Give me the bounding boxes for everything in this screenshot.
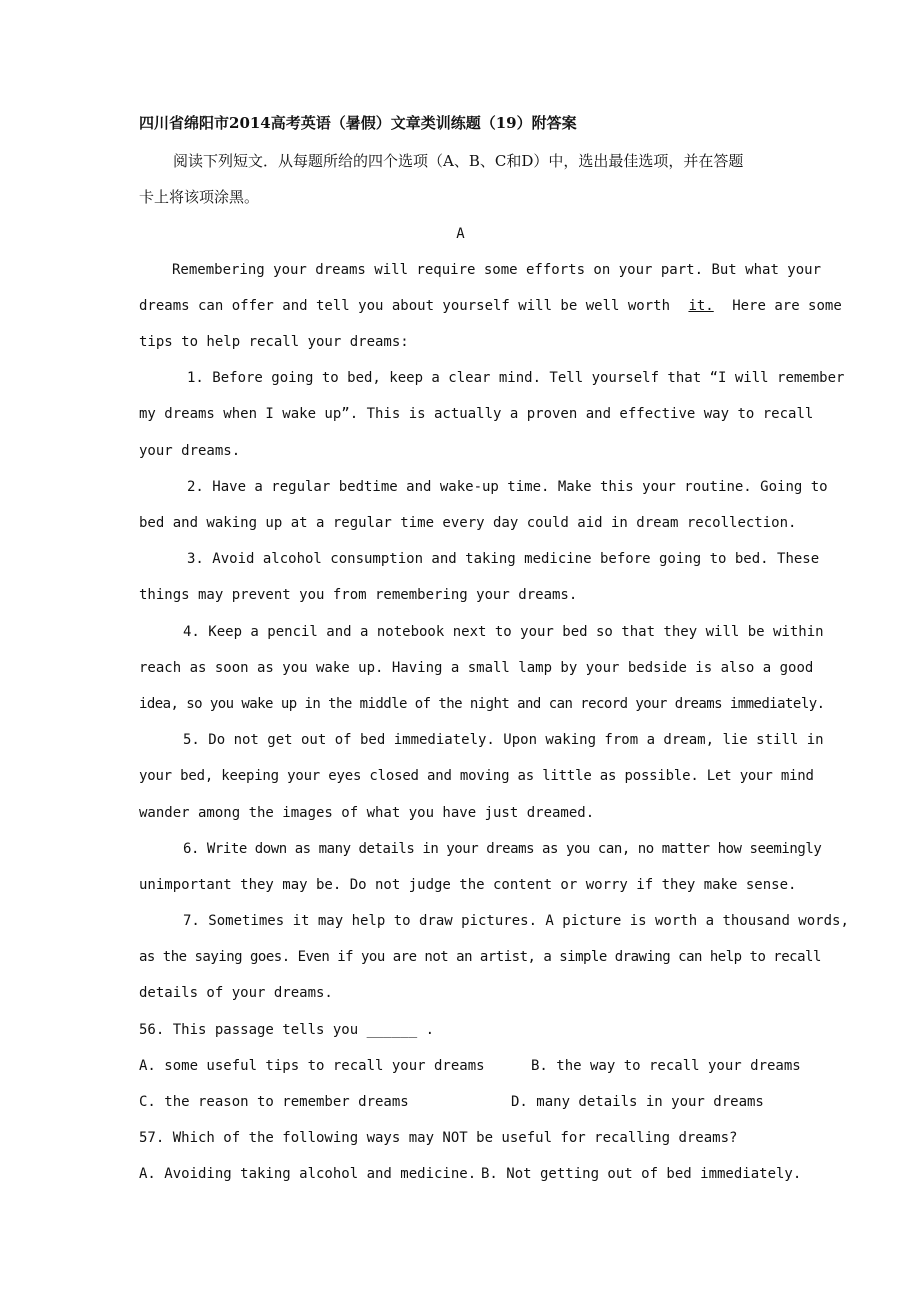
tip-4-line-1: 4. Keep a pencil and a notebook next to your bed so that they will be within [183, 624, 824, 640]
question-57-option-a: A. Avoiding taking alcohol and medicine. [139, 1166, 477, 1182]
document-title: 四川省绵阳市2014高考英语（暑假）文章类训练题（19）附答案 [139, 114, 577, 132]
intro-line-1: Remembering your dreams will require some efforts on your part. But what your [172, 262, 822, 278]
tip-5-line-1: 5. Do not get out of bed immediately. Upon waking from a dream, lie still in [183, 732, 824, 748]
question-56-options-row-1 [139, 1056, 801, 1076]
tip-7-line-1: 7. Sometimes it may help to draw pictures. A picture is worth a thousand words, [183, 913, 849, 929]
question-56-option-c: C. the reason to remember dreams [139, 1094, 409, 1110]
question-56-option-b: B. the way to recall your dreams [531, 1058, 801, 1074]
tip-1-line-2: my dreams when I wake up”. This is actually a proven and effective way to recall [139, 406, 814, 422]
instruction-line-1: 阅读下列短文．从每题所给的四个选项（A、B、C和D）中，选出最佳选项，并在答题 [173, 152, 744, 170]
tip-1-line-1: 1. Before going to bed, keep a clear mind. Tell yourself that “I will remember [187, 370, 845, 386]
tip-2-line-1: 2. Have a regular bedtime and wake-up time. Make this your routine. Going to [187, 479, 828, 495]
question-56-stem: 56. This passage tells you ______ . [139, 1022, 435, 1038]
tip-5-line-2: your bed, keeping your eyes closed and moving as little as possible. Let your mind [139, 768, 814, 784]
tip-2-line-2: bed and waking up at a regular time every day could aid in dream recollection. [139, 515, 797, 531]
tip-4-line-3: idea, so you wake up in the middle of the night and can record your dreams immediately. [139, 696, 825, 712]
tip-3-line-2: things may prevent you from remembering your dreams. [139, 587, 578, 603]
intro-line-2-before: dreams can offer and tell you about yourself will be well worth [139, 298, 671, 314]
tip-7-line-3: details of your dreams. [139, 985, 333, 1001]
question-56-options-row-2 [139, 1092, 782, 1112]
tip-5-line-3: wander among the images of what you have just dreamed. [139, 805, 595, 821]
question-57-stem: 57. Which of the following ways may NOT be useful for recalling dreams? [139, 1130, 738, 1146]
tip-7-line-2: as the saying goes. Even if you are not an artist, a simple drawing can help to recall [139, 949, 821, 965]
tip-6-line-1: 6. Write down as many details in your dreams as you can, no matter how seemingly [183, 841, 822, 857]
question-56-option-a: A. some useful tips to recall your dreams [139, 1058, 485, 1074]
intro-line-3: tips to help recall your dreams: [139, 334, 409, 350]
question-56-option-d: D. many details in your dreams [511, 1094, 764, 1110]
tip-4-line-2: reach as soon as you wake up. Having a small lamp by your bedside is also a good [139, 660, 814, 676]
underlined-word: it. [688, 298, 714, 314]
tip-3-line-1: 3. Avoid alcohol consumption and taking medicine before going to bed. These [187, 551, 820, 567]
question-57-option-b: B. Not getting out of bed immediately. [481, 1166, 802, 1182]
intro-line-2 [139, 296, 842, 316]
instruction-line-2: 卡上将该项涂黑。 [139, 188, 260, 206]
intro-line-2-after: Here are some [732, 298, 842, 314]
tip-1-line-3: your dreams. [139, 443, 241, 459]
question-57-options-row-1 [139, 1164, 802, 1184]
section-label: A [456, 226, 465, 242]
tip-6-line-2: unimportant they may be. Do not judge the content or worry if they make sense. [139, 877, 797, 893]
